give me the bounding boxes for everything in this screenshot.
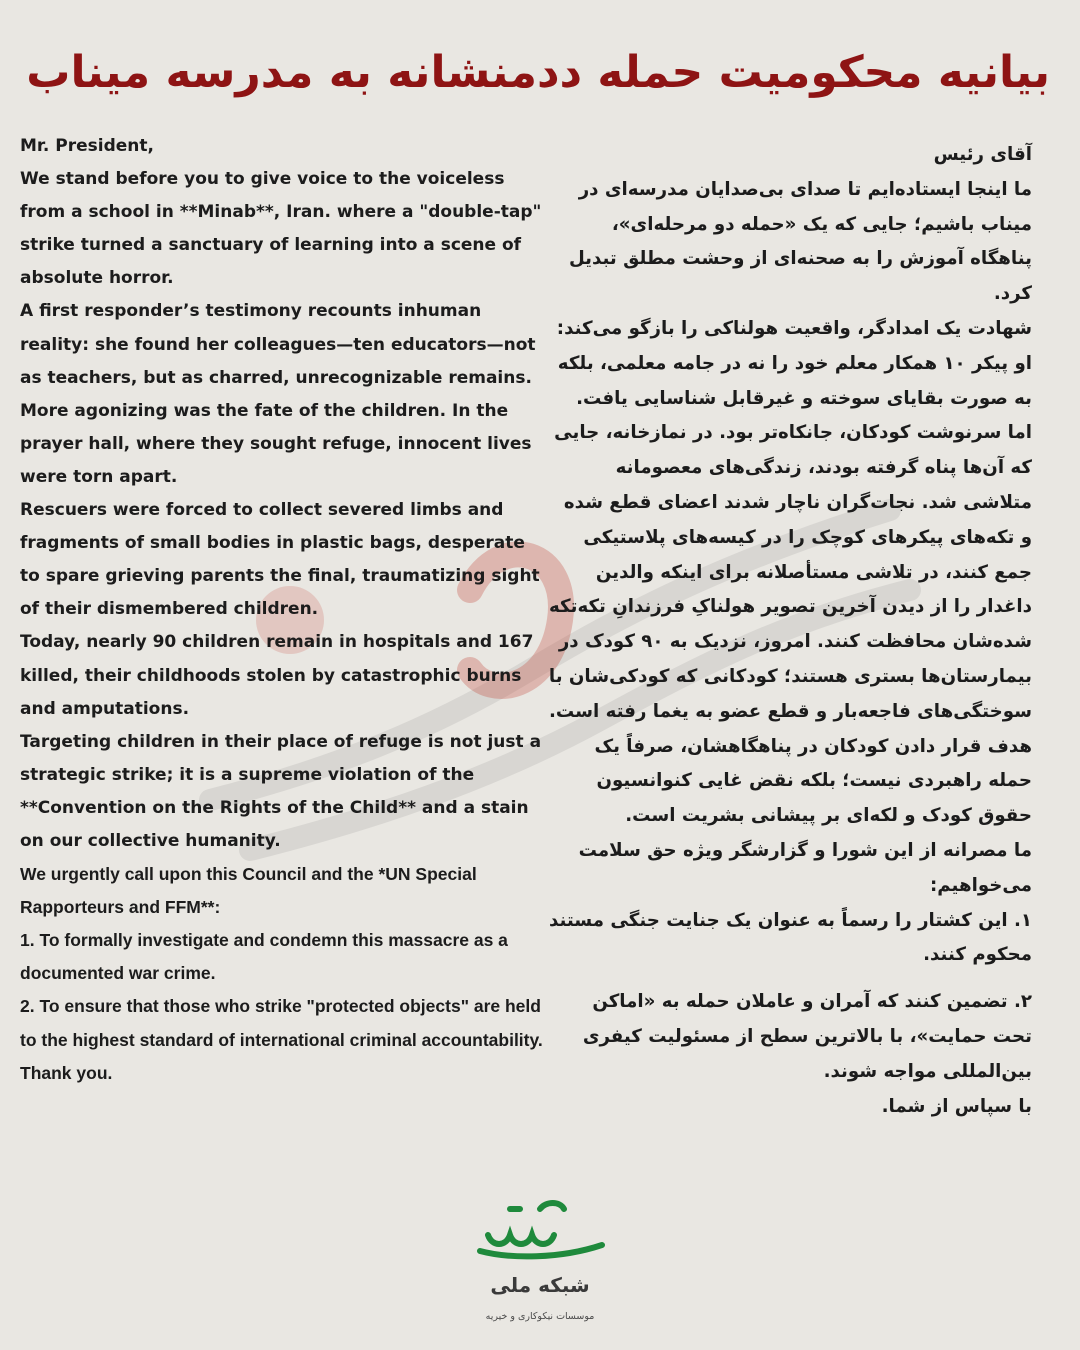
logo-name: شبکه ملی	[490, 1273, 590, 1297]
english-demand-1: 1. To formally investigate and condemn this massacre as a documented war crime.	[20, 930, 508, 984]
persian-closing: با سپاس از شما.	[881, 1095, 1032, 1117]
english-closing: Thank you.	[20, 1062, 113, 1083]
english-paragraph: Mr. President,	[20, 136, 154, 156]
english-paragraph: Targeting children in their place of refuge is not just a strategic strike; it is a supreme violation of the **Convention on the Rights of the Child** and a stain on our collective humanity.	[20, 731, 542, 851]
english-paragraph: We stand before you to give voice to the voiceless from a school in **Minab**, Iran. where a "double-tap" strike turned a sanctuary of learning into a scene of absolute horror.	[20, 169, 542, 289]
persian-paragraph: ما اینجا ایستاده‌ایم تا صدای بی‌صدایان مدرسه‌ای در میناب باشیم؛ جایی که یک «حمله دو مرحله‌ای»، پناهگاه آموزش را به صحنه‌ای از وحشت مطلق تبدیل کرد.	[568, 178, 1032, 305]
persian-demand-1: ۱. این کشتار را رسماً به عنوان یک جنایت جنگی مستند محکوم کنند.	[548, 909, 1032, 966]
english-call-to-action: We urgently call upon this Council and the *UN Special Rapporteurs and FFM**:	[20, 864, 477, 918]
persian-paragraph: آقای رئیس	[933, 144, 1032, 165]
logo-mark-icon	[470, 1195, 610, 1267]
english-demand-2: 2. To ensure that those who strike "protected objects" are held to the highest standard of international criminal accountability.	[20, 996, 543, 1050]
organization-logo	[440, 1195, 640, 1335]
logo-subtitle: موسسات نیکوکاری و خیریه	[485, 1311, 595, 1322]
persian-paragraph: ما مصرانه از این شورا و گزارشگر ویژه حق سلامت می‌خواهیم:	[578, 839, 1032, 896]
persian-demand-2: ۲. تضمین کنند که آمران و عاملان حمله به «اماکن تحت حمایت»، با بالاترین سطح از مسئولیت کیفری بین‌المللی مواجه شوند.	[582, 991, 1032, 1082]
persian-paragraph: هدف قرار دادن کودکان در پناهگاهشان، صرفاً یک حمله راهبردی نیست؛ بلکه نقض غایی کنوانسیون حقوق کودک و لکه‌ای بر پیشانی بشریت است.	[594, 735, 1032, 827]
english-paragraph: Today, nearly 90 children remain in hospitals and 167 killed, their childhoods stolen by catastrophic burns and amputations.	[20, 632, 534, 719]
persian-paragraph: شهادت یک امدادگر، واقعیت هولناکی را بازگو می‌کند: او پیکر ۱۰ همکار معلم خود را نه در جامه معلمی، بلکه به صورت بقایای سوخته و غیرقابل شناسایی یافت. اما سرنوشت کودکان، جانکاه‌تر بود. در نمازخانه، جایی که آن‌ها پناه گرفته بودند، زندگی‌های معصومانه متلاشی شد. نجات‌گران ناچار شدند اعضای قطع شده و تکه‌های پیکرهای کوچک را در کیسه‌های پلاستیکی جمع کنند، در تلاشی مستأصلانه برای اینکه والدین داغدار را از دیدن آخرین تصویر هولناکِ فرزندانِ تکه‌تکه شده‌شان محافظت کنند. امروز، نزدیک به ۹۰ کودک در بیمارستان‌ها بستری هستند؛ کودکانی که کودکی‌شان با سوختگی‌های فاجعه‌بار و قطع عضو به یغما رفته است.	[548, 317, 1032, 722]
english-paragraph: A first responder’s testimony recounts inhuman reality: she found her colleagues—ten educators—not as teachers, but as charred, unrecognizable remains.	[20, 301, 536, 388]
persian-statement	[548, 138, 1032, 1124]
english-paragraph: Rescuers were forced to collect severed limbs and fragments of small bodies in plastic bags, desperate to spare grieving parents the final, traumatizing sight of their dismembered children.	[20, 500, 540, 620]
english-paragraph: More agonizing was the fate of the children. In the prayer hall, where they sought refuge, innocent lives were torn apart.	[20, 400, 532, 487]
page-title: بیانیه محکومیت حمله ددمنشانه به مدرسه میناب	[26, 47, 1050, 98]
english-statement	[20, 130, 548, 1090]
